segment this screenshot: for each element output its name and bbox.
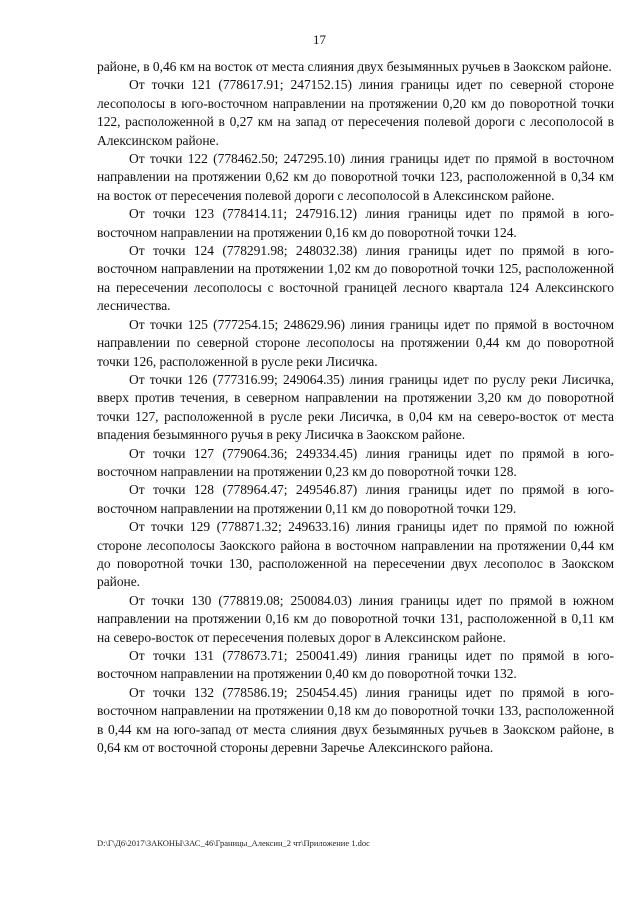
paragraph-point-130: От точки 130 (778819.08; 250084.03) линия границы идет по прямой в южном направлении на протяжении 0,16 км до поворотной точки 131, расположенной в 0,11 км на северо-восток от пересечения полевых дорог в Алексинском районе. bbox=[97, 592, 614, 645]
paragraph-point-128: От точки 128 (778964.47; 249546.87) линия границы идет по прямой в юго-восточном направлении на протяжении 0,11 км до поворотной точки 129. bbox=[97, 482, 614, 516]
paragraph-point-131: От точки 131 (778673.71; 250041.49) линия границы идет по прямой в юго-восточном направлении на протяжении 0,40 км до поворотной точки 132. bbox=[97, 648, 614, 682]
paragraph-point-132: От точки 132 (778586.19; 250454.45) линия границы идет по прямой в юго-восточном направлении на протяжении 0,18 км до поворотной точки 133, расположенной в 0,44 км на юго-запад от места слияния двух безымянных ручьев в Заокском районе, в 0,64 км от восточной стороны деревни Заречье Алексинского района. bbox=[97, 684, 614, 756]
paragraph-continuation: районе, в 0,46 км на восток от места слияния двух безымянных ручьев в Заокском районе. bbox=[97, 59, 612, 74]
paragraph-point-121: От точки 121 (778617.91; 247152.15) линия границы идет по северной стороне лесополосы в юго-восточном направлении на протяжении 0,20 км до поворотной точки 122, расположенной в 0,27 км на запад от пересечения полевой дороги с лесополосой в Алексинском районе. bbox=[97, 77, 614, 148]
paragraph-point-129: От точки 129 (778871.32; 249633.16) линия границы идет по прямой по южной стороне лесополосы Заокского района в восточном направлении на протяжении 0,44 км до поворотной точки 130, расположенной на пересечении двух лесополос в Заокском районе. bbox=[97, 519, 614, 590]
paragraph-point-125: От точки 125 (777254.15; 248629.96) линия границы идет по прямой в восточном направлении по северной стороне лесополосы на протяжении 0,44 км до поворотной точки 126, расположенной в русле реки Лисичка. bbox=[97, 316, 614, 369]
paragraph-point-124: От точки 124 (778291.98; 248032.38) линия границы идет по прямой в юго-восточном направлении на протяжении 1,02 км до поворотной точки 125, расположенной на пересечении лесополосы с восточной границей лесного квартала 124 Алексинского лесничества. bbox=[97, 243, 614, 314]
paragraph-point-126: От точки 126 (777316.99; 249064.35) линия границы идет по руслу реки Лисичка, вверх против течения, в северном направлении на протяжении 3,20 км до поворотной точки 127, расположенной в русле реки Лисичка, в 0,04 км на северо-восток от места впадения безымянного ручья в реку Лисичка в Заокском районе. bbox=[97, 371, 614, 443]
paragraph-point-127: От точки 127 (779064.36; 249334.45) линия границы идет по прямой в юго-восточном направлении на протяжении 0,23 км до поворотной точки 128. bbox=[97, 445, 614, 479]
paragraph-point-122: От точки 122 (778462.50; 247295.10) линия границы идет по прямой в восточном направлении на протяжении 0,62 км до поворотной точки 123, расположенной в 0,34 км на восток от пересечения полевой дороги с лесополосой в Алексинском районе. bbox=[97, 151, 614, 203]
paragraph-point-123: От точки 123 (778414.11; 247916.12) линия границы идет по прямой в юго-восточном направлении на протяжении 0,16 км до поворотной точки 124. bbox=[97, 206, 614, 240]
page-number: 17 bbox=[313, 32, 326, 47]
document-body bbox=[97, 58, 614, 757]
footer-file-path: D:\Г\Д6\2017\ЗАКОНЫ\ЗАС_46\Границы_Алексин_2 чт\Приложение 1.doc bbox=[97, 838, 370, 848]
